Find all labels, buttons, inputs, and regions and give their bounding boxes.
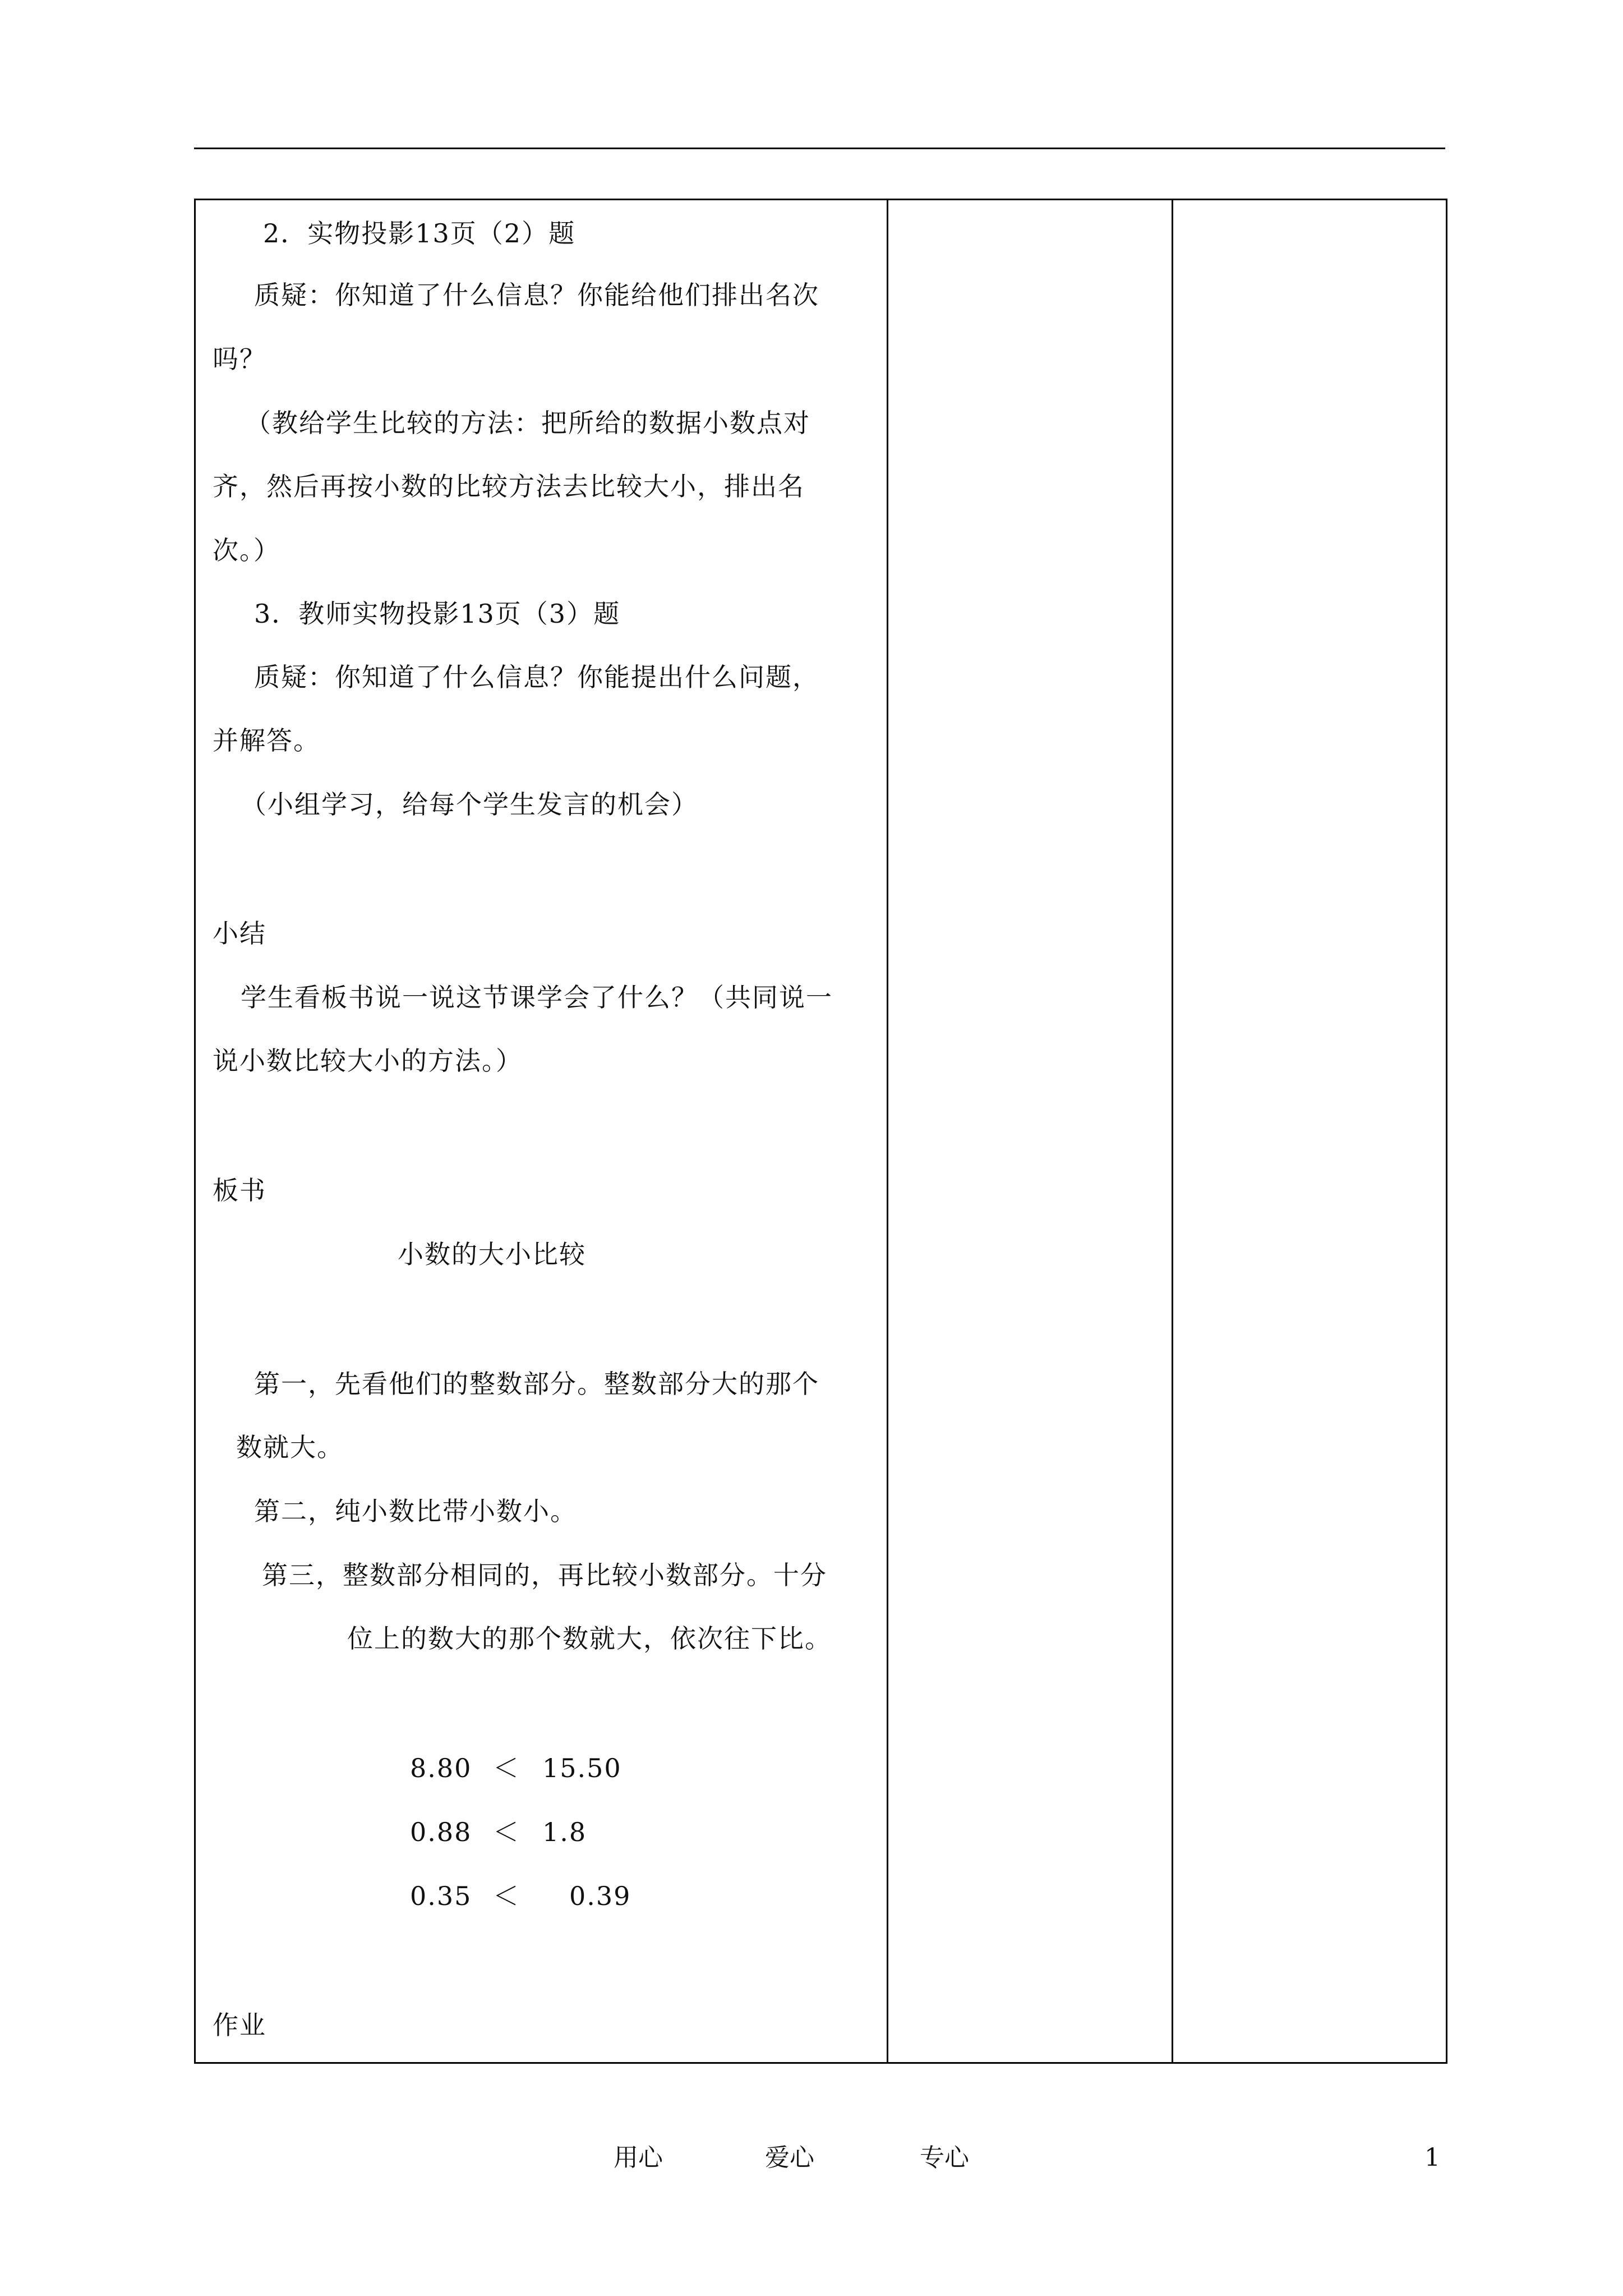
rule-3: 第三，整数部分相同的，再比较小数部分。十分 bbox=[262, 1560, 827, 1590]
method-line-cont: 齐，然后再按小数的比较方法去比较大小，排出名 bbox=[213, 471, 805, 501]
comparison-right-3: 0.39 bbox=[569, 1881, 631, 1911]
board-title: 小数的大小比较 bbox=[398, 1239, 586, 1269]
column-divider-2 bbox=[1172, 200, 1173, 2062]
rule-1-cont: 数就大。 bbox=[236, 1432, 344, 1462]
comparison-right-2: 1.8 bbox=[542, 1817, 587, 1847]
method-line-end: 次。） bbox=[213, 535, 280, 565]
column-divider-1 bbox=[887, 200, 888, 2062]
header-rule bbox=[194, 148, 1445, 149]
comparison-left-2: 0.88 bbox=[410, 1817, 472, 1847]
board-heading: 板书 bbox=[213, 1175, 266, 1205]
lesson-table bbox=[194, 199, 1447, 2064]
comparison-right-1: 15.50 bbox=[542, 1753, 622, 1783]
comparison-op-2: ＜ bbox=[493, 1817, 520, 1847]
question-line-2: 质疑：你知道了什么信息？你能提出什么问题， bbox=[254, 662, 819, 692]
comparison-left-1: 8.80 bbox=[410, 1753, 472, 1783]
page-number: 1 bbox=[1424, 2143, 1440, 2172]
summary-heading: 小结 bbox=[213, 918, 266, 949]
comparison-op-1: ＜ bbox=[493, 1753, 520, 1783]
step-2-title: 2．实物投影13页（2）题 bbox=[263, 218, 576, 249]
group-study-note: （小组学习，给每个学生发言的机会） bbox=[241, 789, 698, 820]
summary-line: 学生看板书说一说这节课学会了什么？（共同说一 bbox=[241, 982, 833, 1013]
summary-line-cont: 说小数比较大小的方法。） bbox=[213, 1046, 523, 1076]
question-line-cont: 吗？ bbox=[213, 344, 266, 374]
question-line: 质疑：你知道了什么信息？你能给他们排出名次 bbox=[254, 280, 819, 310]
question-line-2-cont: 并解答。 bbox=[213, 725, 320, 756]
footer-word-2: 爱心 bbox=[765, 2143, 814, 2172]
rule-2: 第二，纯小数比带小数小。 bbox=[254, 1496, 577, 1526]
method-line: （教给学生比较的方法：把所给的数据小数点对 bbox=[245, 408, 810, 438]
comparison-left-3: 0.35 bbox=[410, 1881, 472, 1911]
step-3-title: 3．教师实物投影13页（3）题 bbox=[254, 599, 621, 629]
rule-3-cont: 位上的数大的那个数就大，依次往下比。 bbox=[347, 1623, 832, 1654]
comparison-op-3: ＜ bbox=[493, 1881, 520, 1911]
footer-word-1: 用心 bbox=[614, 2143, 663, 2172]
homework-heading: 作业 bbox=[213, 2010, 266, 2040]
footer-word-3: 专心 bbox=[920, 2143, 969, 2172]
rule-1: 第一，先看他们的整数部分。整数部分大的那个 bbox=[254, 1369, 819, 1399]
